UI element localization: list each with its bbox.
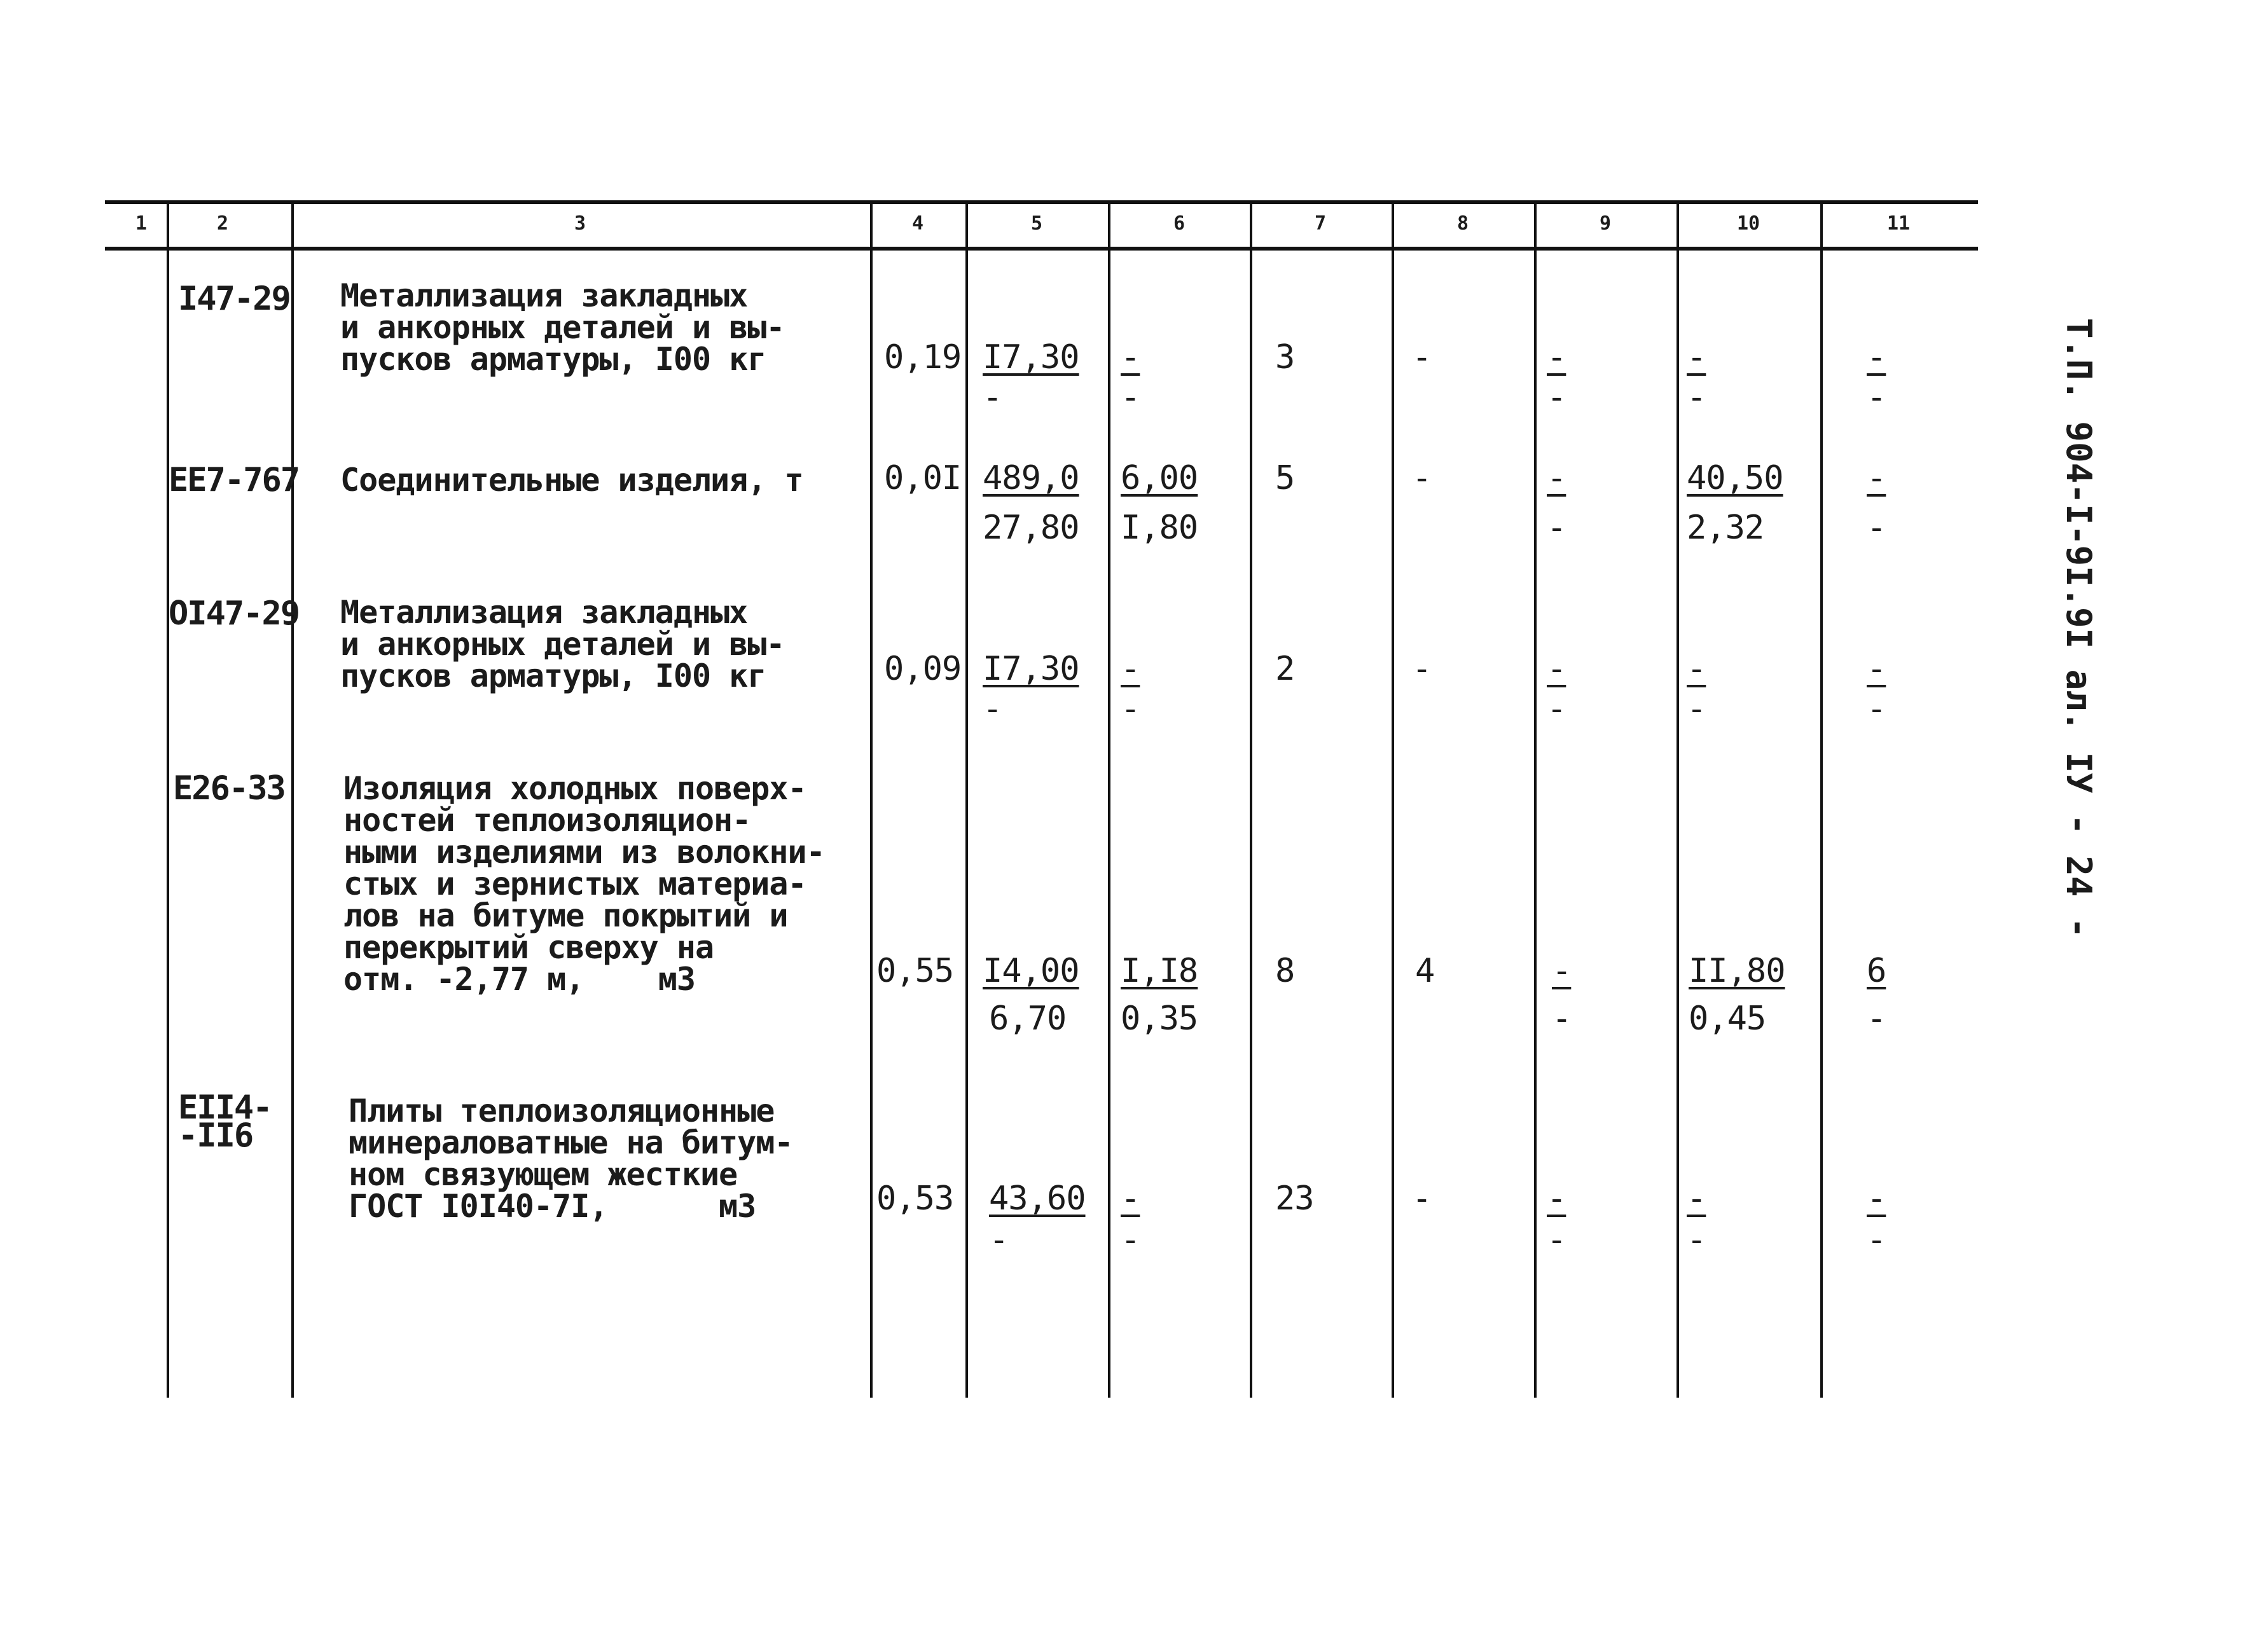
col-rule-5	[1108, 202, 1110, 1398]
row-c5-bottom: -	[983, 378, 1002, 416]
row-c10-bottom: -	[1687, 690, 1706, 728]
row-quantity: 0,55	[876, 952, 954, 990]
row-c10-bottom: 2,32	[1687, 509, 1764, 547]
row-c9-top: -	[1547, 1180, 1566, 1218]
row-code: ЕII4- -II6	[178, 1089, 272, 1155]
row-c5-bottom: -	[983, 690, 1002, 728]
row-c11-bottom: -	[1867, 690, 1886, 728]
row-description: Изоляция холодных поверх- ностей теплоизоляцион- ными изделиями из волокни- стых и зернистых материа- лов на битуме покрытий и перекрытий сверху на отм. -2,77 м, м3	[343, 770, 825, 998]
row-c11-top: -	[1867, 1180, 1886, 1218]
row-c11-top: -	[1867, 338, 1886, 376]
row-c9-bottom: -	[1547, 509, 1566, 547]
table-top-rule	[105, 200, 1978, 204]
row-c10-top: -	[1687, 1180, 1706, 1218]
row-c9-bottom: -	[1547, 1221, 1566, 1259]
row-c5-top: I7,30	[983, 650, 1079, 688]
header-bottom-rule	[105, 247, 1978, 251]
col-rule-8	[1534, 202, 1537, 1398]
row-c5-bottom: -	[989, 1221, 1009, 1259]
row-c9-top: -	[1547, 338, 1566, 376]
row-c10-top: -	[1687, 338, 1706, 376]
row-description: Соединительные изделия, т	[340, 462, 803, 499]
col-rule-1	[167, 202, 169, 1398]
row-c6-bottom: -	[1121, 690, 1140, 728]
row-c9-bottom: -	[1552, 1000, 1572, 1038]
header-col-1: 1	[135, 212, 148, 235]
row-quantity: 0,0I	[884, 459, 962, 497]
row-c5-top: I7,30	[983, 338, 1079, 376]
row-c11-bottom: -	[1867, 1000, 1886, 1038]
row-c7: 23	[1275, 1180, 1314, 1218]
col-rule-3	[870, 202, 873, 1398]
row-c11-top: -	[1867, 650, 1886, 688]
row-c5-bottom: 6,70	[989, 1000, 1067, 1038]
row-c11-top: -	[1867, 459, 1886, 497]
row-c6-bottom: 0,35	[1121, 1000, 1198, 1038]
header-col-10: 10	[1736, 212, 1760, 235]
col-rule-7	[1392, 202, 1394, 1398]
row-c9-top: -	[1552, 952, 1572, 990]
col-rule-2	[291, 202, 294, 1398]
row-c10-top: 40,50	[1687, 459, 1783, 497]
row-c6-top: -	[1121, 1180, 1140, 1218]
row-c9-bottom: -	[1547, 690, 1566, 728]
row-c7: 2	[1275, 650, 1295, 688]
row-c8: -	[1412, 650, 1432, 688]
row-c7: 5	[1275, 459, 1295, 497]
header-col-3: 3	[574, 212, 586, 235]
header-col-11: 11	[1886, 212, 1911, 235]
row-c11-bottom: -	[1867, 378, 1886, 416]
header-col-5: 5	[1030, 212, 1043, 235]
row-c10-top: -	[1687, 650, 1706, 688]
document-side-label: Т.П. 904-I-9I.9I ал. IУ - 24 -	[2059, 318, 2099, 939]
row-c7: 8	[1275, 952, 1295, 990]
row-c6-top: -	[1121, 338, 1140, 376]
row-c6-bottom: -	[1121, 378, 1140, 416]
row-c8: 4	[1415, 952, 1435, 990]
row-code: ЕЕ7-767	[169, 461, 300, 499]
row-c9-top: -	[1547, 459, 1566, 497]
row-c9-bottom: -	[1547, 378, 1566, 416]
row-quantity: 0,09	[884, 650, 962, 688]
row-code: I47-29	[178, 280, 290, 318]
row-c10-bottom: -	[1687, 1221, 1706, 1259]
row-c5-bottom: 27,80	[983, 509, 1079, 547]
row-c9-top: -	[1547, 650, 1566, 688]
row-c10-bottom: 0,45	[1689, 1000, 1766, 1038]
row-c7: 3	[1275, 338, 1295, 376]
row-description: Плиты теплоизоляционные минераловатные на битум- ном связующем жесткие ГОСТ I0I40-7I, м3	[349, 1092, 793, 1225]
row-c5-top: 43,60	[989, 1180, 1086, 1218]
row-c6-top: 6,00	[1121, 459, 1198, 497]
col-rule-6	[1250, 202, 1252, 1398]
row-quantity: 0,53	[876, 1180, 954, 1218]
row-c8: -	[1412, 1180, 1432, 1218]
row-code: ОI47-29	[169, 595, 300, 633]
header-col-8: 8	[1456, 212, 1469, 235]
row-c11-bottom: -	[1867, 509, 1886, 547]
row-c10-top: II,80	[1689, 952, 1785, 990]
row-c5-top: I4,00	[983, 952, 1079, 990]
row-c6-bottom: -	[1121, 1221, 1140, 1259]
row-quantity: 0,19	[884, 338, 962, 376]
col-rule-10	[1820, 202, 1823, 1398]
row-c10-bottom: -	[1687, 378, 1706, 416]
row-c8: -	[1412, 459, 1432, 497]
row-c6-top: -	[1121, 650, 1140, 688]
header-col-7: 7	[1314, 212, 1327, 235]
row-c8: -	[1412, 338, 1432, 376]
row-c6-top: I,I8	[1121, 952, 1198, 990]
row-code: Е26-33	[173, 769, 285, 808]
header-col-4: 4	[911, 212, 924, 235]
row-description: Металлизация закладных и анкорных деталей и вы- пусков арматуры, I00 кг	[340, 277, 785, 378]
row-c6-bottom: I,80	[1121, 509, 1198, 547]
row-c11-top: 6	[1867, 952, 1886, 990]
row-c11-bottom: -	[1867, 1221, 1886, 1259]
col-rule-9	[1677, 202, 1679, 1398]
header-col-6: 6	[1173, 212, 1186, 235]
row-description: Металлизация закладных и анкорных деталей и вы- пусков арматуры, I00 кг	[340, 594, 785, 694]
col-rule-4	[965, 202, 968, 1398]
row-c5-top: 489,0	[983, 459, 1079, 497]
header-col-2: 2	[216, 212, 229, 235]
header-col-9: 9	[1599, 212, 1612, 235]
